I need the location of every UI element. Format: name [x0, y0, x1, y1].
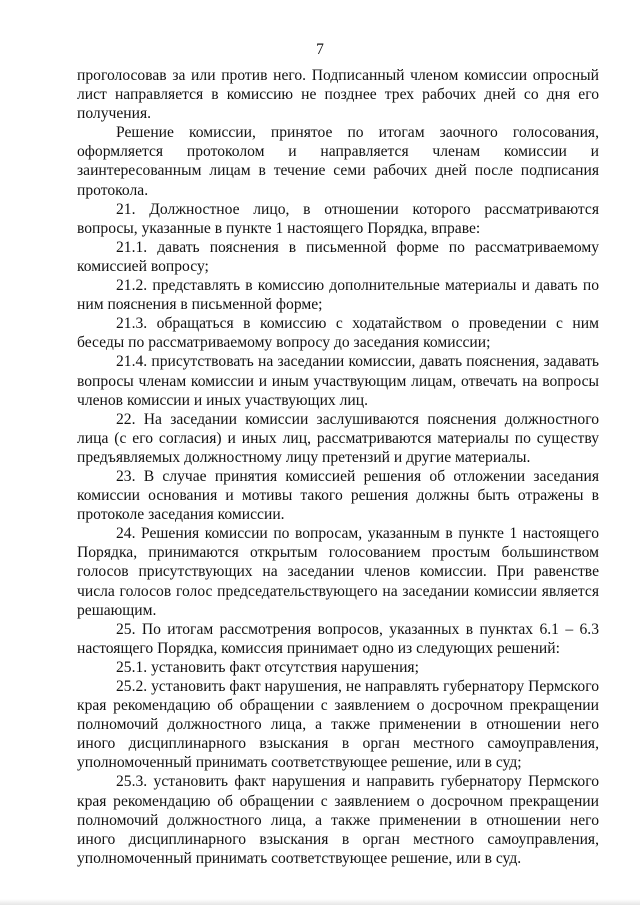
paragraph-decision-absentee-vote: Решение комиссии, принятое по итогам заочного голосования, оформляется протоколом и направляется членам комиссии и заинтересованным лицам в течение семи рабочих дней после подписания протокола.	[77, 124, 599, 199]
paragraph-22: 22. На заседании комиссии заслушиваются пояснения должностного лица (с его согласия) и иных лиц, рассматриваются материалы по существу предъявляемых должностному лицу претензий и другие материалы.	[77, 410, 599, 466]
paragraph-21-3: 21.3. обращаться в комиссию с ходатайством о проведении с ним беседы по рассматриваемому вопросу до заседания комиссии;	[77, 315, 599, 352]
paragraph-21-1: 21.1. давать пояснения в письменной форме по рассматриваемому комиссией вопросу;	[77, 238, 599, 275]
paragraph-continuation: проголосовав за или против него. Подписанный членом комиссии опросный лист направляется в комиссию не позднее трех рабочих дней со дня его получения.	[77, 67, 599, 123]
scan-bottom-edge	[0, 899, 640, 905]
paragraph-21-2: 21.2. представлять в комиссию дополнительные материалы и давать по ним пояснения в письменной форме;	[77, 277, 599, 314]
paragraph-25-1: 25.1. установить факт отсутствия нарушения;	[116, 658, 419, 676]
paragraph-25: 25. По итогам рассмотрения вопросов, указанных в пунктах 6.1 – 6.3 настоящего Порядка, комиссия принимает одно из следующих решений:	[77, 620, 599, 657]
page-number: 7	[316, 41, 324, 58]
document-body	[77, 66, 599, 868]
paragraph-21-4: 21.4. присутствовать на заседании комиссии, давать пояснения, задавать вопросы членам комиссии и иным участвующим лицам, отвечать на вопросы членов комиссии и иных участвующих лиц.	[77, 353, 599, 409]
paragraph-25-3: 25.3. установить факт нарушения и направить губернатору Пермского края рекомендацию об обращении с заявлением о досрочном прекращении полномочий должностного лица, а также применении в отношении него иного дисциплинарного взыскания в орган местного самоуправления, уполномоченный принимать соответствующее решение, или в суд.	[77, 773, 599, 867]
paragraph-25-2: 25.2. установить факт нарушения, не направлять губернатору Пермского края рекомендацию об обращении с заявлением о досрочном прекращении полномочий должностного лица, а также применении в отношении него иного дисциплинарного взыскания в орган местного самоуправления, уполномоченный принимать соответствующее решение, или в суд;	[77, 678, 599, 772]
paragraph-21-official-rights: 21. Должностное лицо, в отношении которого рассматриваются вопросы, указанные в пункте 1 настоящего Порядка, вправе:	[77, 200, 599, 237]
paragraph-23: 23. В случае принятия комиссией решения об отложении заседания комиссии основания и мотивы такого решения должны быть отражены в протоколе заседания комиссии.	[77, 467, 599, 524]
paragraph-24: 24. Решения комиссии по вопросам, указанным в пункте 1 настоящего Порядка, принимаются открытым голосованием простым большинством голосов присутствующих на заседании членов комиссии. При равенстве числа голосов голос председательствующего на заседании комиссии является решающим.	[77, 525, 599, 619]
